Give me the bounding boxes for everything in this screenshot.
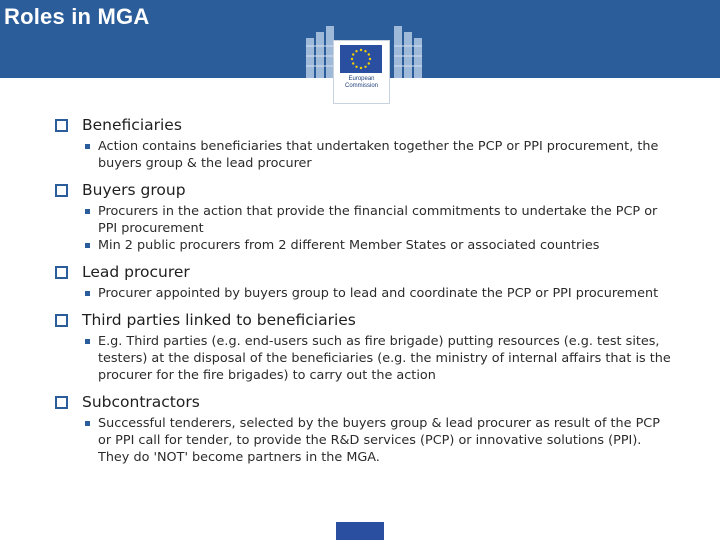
section-heading-text: Buyers group [82, 181, 186, 199]
list-item [85, 237, 675, 254]
section-items [85, 285, 675, 302]
list-item-text: Successful tenderers, selected by the buyers group & lead procurer as result of the PCP or PPI call for tender, to provide the R&D services (PCP) or innovative solutions (PPI). They do 'NOT' become partners in the MGA. [98, 416, 660, 465]
section-items [85, 203, 675, 254]
logo-text [334, 76, 389, 90]
checkbox-bullet-icon [55, 266, 68, 279]
square-bullet-icon [85, 209, 90, 214]
square-bullet-icon [85, 144, 90, 149]
section-heading [55, 309, 675, 331]
square-bullet-icon [85, 291, 90, 296]
list-item [85, 333, 675, 384]
section-lead-procurer [55, 261, 675, 302]
list-item-text: Action contains beneficiaries that undertaken together the PCP or PPI procurement, the buyers group & the lead procurer [98, 139, 659, 171]
section-buyers-group [55, 179, 675, 254]
eu-star-icon [355, 50, 357, 52]
section-beneficiaries [55, 114, 675, 172]
section-heading-text: Beneficiaries [82, 116, 182, 134]
list-item [85, 285, 675, 302]
checkbox-bullet-icon [55, 314, 68, 327]
section-heading-text: Third parties linked to beneficiaries [82, 311, 356, 329]
logo-text-line1: European [348, 76, 375, 82]
list-item [85, 203, 675, 237]
section-heading-text: Subcontractors [82, 393, 200, 411]
eu-star-icon [360, 49, 362, 51]
eu-star-icon [351, 58, 353, 60]
square-bullet-icon [85, 339, 90, 344]
section-heading [55, 179, 675, 201]
section-heading [55, 114, 675, 136]
eu-star-icon [368, 62, 370, 64]
logo-text-line2: Commission [344, 83, 378, 89]
eu-star-icon [364, 66, 366, 68]
list-item-text: E.g. Third parties (e.g. end-users such as fire brigade) putting resources (e.g. test sites, testers) at the disposal of the beneficiaries (e.g. the ministry of internal affairs that is the procurer for the fire brigades) to carry out the action [98, 334, 671, 383]
list-item-text: Min 2 public procurers from 2 different Member States or associated countries [98, 238, 600, 253]
eu-flag-icon [340, 45, 382, 73]
checkbox-bullet-icon [55, 396, 68, 409]
checkbox-bullet-icon [55, 119, 68, 132]
section-items [85, 333, 675, 384]
list-item [85, 138, 675, 172]
eu-star-icon [364, 50, 366, 52]
section-items [85, 138, 675, 172]
section-items [85, 415, 675, 466]
square-bullet-icon [85, 243, 90, 248]
section-subcontractors [55, 391, 675, 466]
eu-star-icon [355, 66, 357, 68]
square-bullet-icon [85, 421, 90, 426]
role-list [55, 114, 675, 466]
list-item-text: Procurers in the action that provide the financial commitments to undertake the PCP or PPI procurement [98, 204, 658, 236]
eu-star-icon [352, 53, 354, 55]
european-commission-logo [333, 40, 390, 104]
bottom-eu-flag-icon [336, 522, 384, 540]
section-heading [55, 261, 675, 283]
list-item [85, 415, 675, 466]
eu-star-icon [352, 62, 354, 64]
section-heading [55, 391, 675, 413]
eu-star-icon [368, 53, 370, 55]
eu-star-icon [360, 67, 362, 69]
list-item-text: Procurer appointed by buyers group to lead and coordinate the PCP or PPI procurement [98, 286, 659, 301]
checkbox-bullet-icon [55, 184, 68, 197]
eu-star-icon [369, 58, 371, 60]
section-third-parties [55, 309, 675, 384]
section-heading-text: Lead procurer [82, 263, 190, 281]
slide-title: Roles in MGA [4, 4, 150, 29]
